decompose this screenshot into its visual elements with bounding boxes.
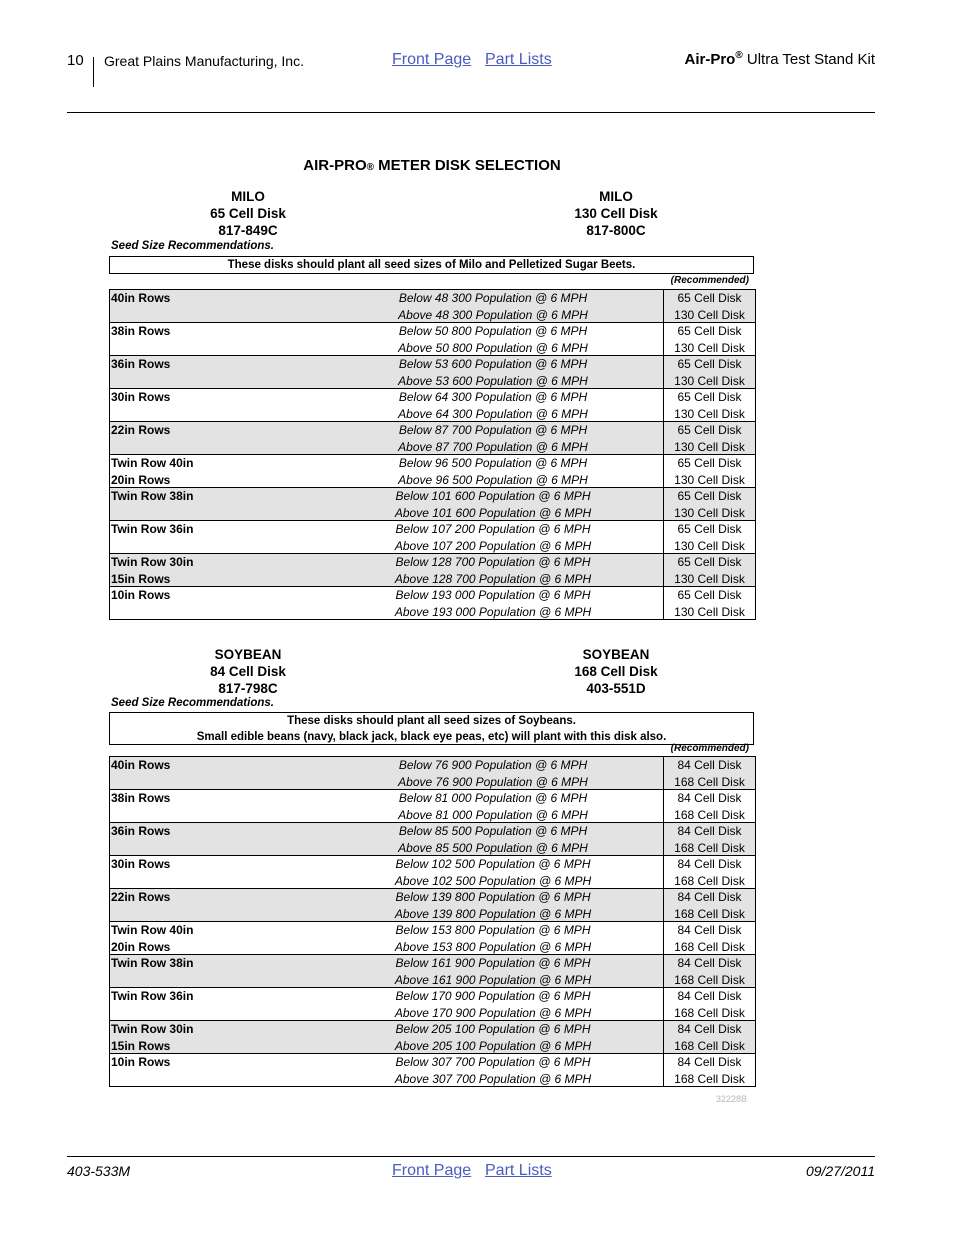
recommended-disk-cell [663,823,755,855]
table-row [110,954,755,987]
recommended-disk-cell [663,922,755,954]
population-text: Below 48 300 Population @ 6 MPH [398,291,588,305]
disk-text: 130 Cell Disk [674,472,745,487]
row-spacing-text: 40in Rows [111,291,171,305]
row-spacing-text: 15in Rows [111,1038,171,1053]
table-row [110,855,755,888]
disk-text: 65 Cell Disk [677,423,742,437]
population-text: Above 307 700 Population @ 6 MPH [394,1071,592,1086]
recommended-disk-cell [663,587,755,619]
table-row [110,553,755,586]
table-row [110,355,755,388]
row-spacing-cell [110,922,323,954]
population-text: Above 102 500 Population @ 6 MPH [394,873,592,888]
population-text: Below 101 600 Population @ 6 MPH [395,489,591,503]
population-text: Below 107 200 Population @ 6 MPH [395,522,591,536]
row-spacing-cell [110,488,323,520]
population-text: Above 128 700 Population @ 6 MPH [394,571,592,586]
population-cell [323,988,663,1020]
row-spacing-cell [110,422,323,454]
population-text: Below 96 500 Population @ 6 MPH [398,456,588,470]
row-spacing-cell [110,823,323,855]
population-text: Above 85 500 Population @ 6 MPH [398,840,588,855]
row-spacing-text: 38in Rows [111,324,171,338]
recommended-disk-cell [663,422,755,454]
population-cell [323,455,663,487]
milo-right-disk-heading [516,188,716,239]
row-spacing-cell [110,757,323,789]
disk-text: 65 Cell Disk [677,456,742,470]
row-spacing-cell [110,455,323,487]
row-spacing-text [111,604,323,621]
figure-title [0,157,864,174]
row-spacing-cell [110,290,323,322]
disk-text: 130 Cell Disk [674,571,745,586]
population-cell [323,488,663,520]
title-rest: Ultra Test Stand Kit [742,51,875,68]
population-text: Below 76 900 Population @ 6 MPH [398,758,588,772]
milo-left-disk-heading [148,188,348,239]
disk-text: 65 Cell Disk [677,555,742,569]
table-row [110,987,755,1020]
table-row [110,822,755,855]
population-text: Below 139 800 Population @ 6 MPH [395,890,591,904]
row-spacing-text [111,538,323,555]
population-text: Above 53 600 Population @ 6 MPH [398,373,588,388]
population-cell [323,356,663,388]
row-spacing-cell [110,323,323,355]
soybean-right-part: 403-551D [586,681,646,696]
row-spacing-text [111,840,323,857]
disk-text: 130 Cell Disk [674,505,745,520]
front-page-link[interactable]: Front Page [392,51,472,68]
recommended-disk-cell [663,757,755,789]
population-text: Above 76 900 Population @ 6 MPH [398,774,588,789]
population-text: Above 48 300 Population @ 6 MPH [398,307,588,322]
row-spacing-cell [110,521,323,553]
disk-text: 168 Cell Disk [674,873,745,888]
table-row [110,520,755,553]
row-spacing-cell [110,389,323,421]
row-spacing-text: 30in Rows [111,857,171,871]
row-spacing-text: 22in Rows [111,423,171,437]
row-spacing-text [111,972,323,989]
population-text: Below 50 800 Population @ 6 MPH [398,324,588,338]
row-spacing-text: 22in Rows [111,890,171,904]
row-spacing-text [111,439,323,456]
soybean-note-box [109,712,754,745]
row-spacing-text: Twin Row 38in [111,489,194,503]
population-text: Below 153 800 Population @ 6 MPH [395,923,591,937]
title-registered-mark: ® [735,50,743,61]
population-text: Above 87 700 Population @ 6 MPH [398,439,588,454]
population-text: Above 161 900 Population @ 6 MPH [394,972,592,987]
population-text: Below 81 000 Population @ 6 MPH [398,791,588,805]
population-cell [323,389,663,421]
row-spacing-text: Twin Row 30in [111,1022,194,1036]
soybean-right-crop: SOYBEAN [582,647,650,662]
recommended-disk-cell [663,389,755,421]
table-row [110,421,755,454]
soybean-recommended-label: (Recommended) [670,743,749,754]
milo-right-crop: MILO [599,189,633,204]
population-text: Above 50 800 Population @ 6 MPH [398,340,588,355]
row-spacing-text [111,906,323,923]
recommended-disk-cell [663,955,755,987]
population-text: Below 87 700 Population @ 6 MPH [398,423,588,437]
row-spacing-cell [110,955,323,987]
milo-selection-table [109,289,756,620]
footer-part-lists-link[interactable]: Part Lists [485,1162,552,1179]
disk-text: 84 Cell Disk [677,791,742,805]
population-text: Above 153 800 Population @ 6 MPH [394,939,592,954]
population-text: Below 205 100 Population @ 6 MPH [395,1022,591,1036]
population-cell [323,1054,663,1086]
population-text: Above 107 200 Population @ 6 MPH [394,538,592,553]
recommended-disk-cell [663,488,755,520]
population-text: Below 102 500 Population @ 6 MPH [395,857,591,871]
row-spacing-text: 36in Rows [111,824,171,838]
disk-text: 130 Cell Disk [674,538,745,553]
row-spacing-text [111,340,323,357]
row-spacing-text [111,873,323,890]
table-row [110,1053,755,1086]
milo-recommended-label: (Recommended) [670,275,749,286]
disk-text: 130 Cell Disk [674,373,745,388]
disk-text: 84 Cell Disk [677,857,742,871]
population-text: Below 64 300 Population @ 6 MPH [398,390,588,404]
row-spacing-text [111,373,323,390]
row-spacing-text [111,807,323,824]
disk-text: 84 Cell Disk [677,824,742,838]
soybean-right-cells: 168 Cell Disk [574,664,658,679]
recommended-disk-cell [663,455,755,487]
population-cell [323,889,663,921]
disk-text: 65 Cell Disk [677,357,742,371]
row-spacing-text: Twin Row 40in [111,456,194,470]
milo-right-cells: 130 Cell Disk [574,206,658,221]
milo-left-crop: MILO [231,189,265,204]
disk-text: 168 Cell Disk [674,906,745,921]
table-row [110,487,755,520]
recommended-disk-cell [663,356,755,388]
row-spacing-text: 38in Rows [111,791,171,805]
recommended-disk-cell [663,521,755,553]
population-cell [323,422,663,454]
population-cell [323,922,663,954]
row-spacing-text [111,406,323,423]
population-text: Above 170 900 Population @ 6 MPH [394,1005,592,1020]
milo-note-line: These disks should plant all seed sizes of Milo and Pelletized Sugar Beets. [227,259,636,271]
row-spacing-cell [110,587,323,619]
disk-text: 65 Cell Disk [677,489,742,503]
disk-text: 130 Cell Disk [674,604,745,619]
row-spacing-text: Twin Row 38in [111,956,194,970]
soybean-left-crop: SOYBEAN [214,647,282,662]
row-spacing-text [111,307,323,324]
row-spacing-text: Twin Row 30in [111,555,194,569]
population-text: Above 96 500 Population @ 6 MPH [398,472,588,487]
population-text: Above 64 300 Population @ 6 MPH [398,406,588,421]
population-text: Below 307 700 Population @ 6 MPH [395,1055,591,1069]
population-text: Below 53 600 Population @ 6 MPH [398,357,588,371]
population-text: Above 205 100 Population @ 6 MPH [394,1038,592,1053]
population-text: Below 170 900 Population @ 6 MPH [395,989,591,1003]
population-cell [323,1021,663,1053]
soybean-note-line-2: Small edible beans (navy, black jack, black eye peas, etc) will plant with this disk also. [196,731,667,743]
table-row [110,888,755,921]
row-spacing-cell [110,1054,323,1086]
disk-text: 84 Cell Disk [677,956,742,970]
population-text: Below 128 700 Population @ 6 MPH [395,555,591,569]
table-row [110,1020,755,1053]
header-rule [67,112,875,113]
soybean-right-disk-heading [516,646,716,697]
soybean-selection-table [109,756,756,1087]
population-text: Below 85 500 Population @ 6 MPH [398,824,588,838]
disk-text: 130 Cell Disk [674,439,745,454]
milo-note-box [109,256,754,274]
row-spacing-cell [110,856,323,888]
population-cell [323,757,663,789]
table-row [110,789,755,822]
disk-text: 65 Cell Disk [677,588,742,602]
disk-text: 130 Cell Disk [674,406,745,421]
soybean-note-line-1: These disks should plant all seed sizes of Soybeans. [287,715,576,727]
row-spacing-text: Twin Row 36in [111,989,194,1003]
row-spacing-text [111,774,323,791]
row-spacing-text: 20in Rows [111,472,171,487]
table-row [110,586,755,619]
disk-text: 168 Cell Disk [674,939,745,954]
figure-title-reg: ® [366,162,375,173]
population-cell [323,856,663,888]
population-text: Above 81 000 Population @ 6 MPH [398,807,588,822]
population-text: Above 139 800 Population @ 6 MPH [394,906,592,921]
recommended-disk-cell [663,554,755,586]
population-text: Above 101 600 Population @ 6 MPH [394,505,592,520]
header-divider [93,57,94,87]
part-lists-link[interactable]: Part Lists [485,51,552,68]
row-spacing-cell [110,356,323,388]
disk-text: 130 Cell Disk [674,307,745,322]
population-cell [323,587,663,619]
row-spacing-text: 36in Rows [111,357,171,371]
population-cell [323,823,663,855]
recommended-disk-cell [663,856,755,888]
table-row [110,757,755,789]
milo-left-part: 817-849C [218,223,278,238]
disk-text: 65 Cell Disk [677,390,742,404]
title-brand: Air-Pro [684,51,736,68]
soybean-left-cells: 84 Cell Disk [210,664,286,679]
disk-text: 84 Cell Disk [677,989,742,1003]
disk-text: 168 Cell Disk [674,807,745,822]
soybean-seed-size-label: Seed Size Recommendations. [111,697,274,709]
milo-seed-size-label: Seed Size Recommendations. [111,240,274,252]
milo-right-part: 817-800C [586,223,646,238]
recommended-disk-cell [663,889,755,921]
disk-text: 65 Cell Disk [677,324,742,338]
row-spacing-text: 15in Rows [111,571,171,586]
disk-text: 65 Cell Disk [677,522,742,536]
company-name: Great Plains Manufacturing, Inc. [104,53,304,69]
row-spacing-text [111,1071,323,1088]
disk-text: 65 Cell Disk [677,291,742,305]
row-spacing-text: 10in Rows [111,1055,171,1069]
soybean-left-part: 817-798C [218,681,278,696]
milo-left-cells: 65 Cell Disk [210,206,286,221]
recommended-disk-cell [663,323,755,355]
disk-text: 84 Cell Disk [677,758,742,772]
population-cell [323,323,663,355]
table-row [110,388,755,421]
population-cell [323,790,663,822]
population-cell [323,290,663,322]
row-spacing-cell [110,988,323,1020]
recommended-disk-cell [663,988,755,1020]
row-spacing-text [111,505,323,522]
footer-front-page-link[interactable]: Front Page [392,1162,472,1179]
table-row [110,322,755,355]
row-spacing-cell [110,1021,323,1053]
row-spacing-text: 10in Rows [111,588,171,602]
recommended-disk-cell [663,1054,755,1086]
population-text: Below 193 000 Population @ 6 MPH [395,588,591,602]
figure-title-brand: AIR-PRO [303,157,367,174]
disk-text: 168 Cell Disk [674,774,745,789]
disk-text: 168 Cell Disk [674,1038,745,1053]
disk-text: 84 Cell Disk [677,1022,742,1036]
row-spacing-cell [110,889,323,921]
row-spacing-text: Twin Row 40in [111,923,194,937]
table-row [110,454,755,487]
population-text: Above 193 000 Population @ 6 MPH [394,604,592,619]
row-spacing-cell [110,554,323,586]
disk-text: 168 Cell Disk [674,972,745,987]
disk-text: 84 Cell Disk [677,923,742,937]
row-spacing-text: 40in Rows [111,758,171,772]
recommended-disk-cell [663,790,755,822]
disk-text: 84 Cell Disk [677,1055,742,1069]
row-spacing-cell [110,790,323,822]
population-text: Below 161 900 Population @ 6 MPH [395,956,591,970]
disk-text: 168 Cell Disk [674,1071,745,1086]
figure-title-rest: METER DISK SELECTION [374,157,561,174]
row-spacing-text: Twin Row 36in [111,522,194,536]
table-row [110,290,755,322]
manual-title [684,50,875,68]
footer-doc-number: 403-533M [67,1163,131,1179]
page-number: 10 [67,52,84,69]
population-cell [323,955,663,987]
recommended-disk-cell [663,1021,755,1053]
recommended-disk-cell [663,290,755,322]
disk-text: 84 Cell Disk [677,890,742,904]
population-cell [323,521,663,553]
footer-date: 09/27/2011 [805,1163,875,1179]
row-spacing-text [111,1005,323,1022]
disk-text: 168 Cell Disk [674,1005,745,1020]
table-row [110,921,755,954]
soybean-left-disk-heading [148,646,348,697]
population-cell [323,554,663,586]
row-spacing-text: 30in Rows [111,390,171,404]
footer-rule [67,1156,875,1157]
row-spacing-text: 20in Rows [111,939,171,954]
figure-id: 32228B [716,1094,748,1104]
disk-text: 168 Cell Disk [674,840,745,855]
disk-text: 130 Cell Disk [674,340,745,355]
